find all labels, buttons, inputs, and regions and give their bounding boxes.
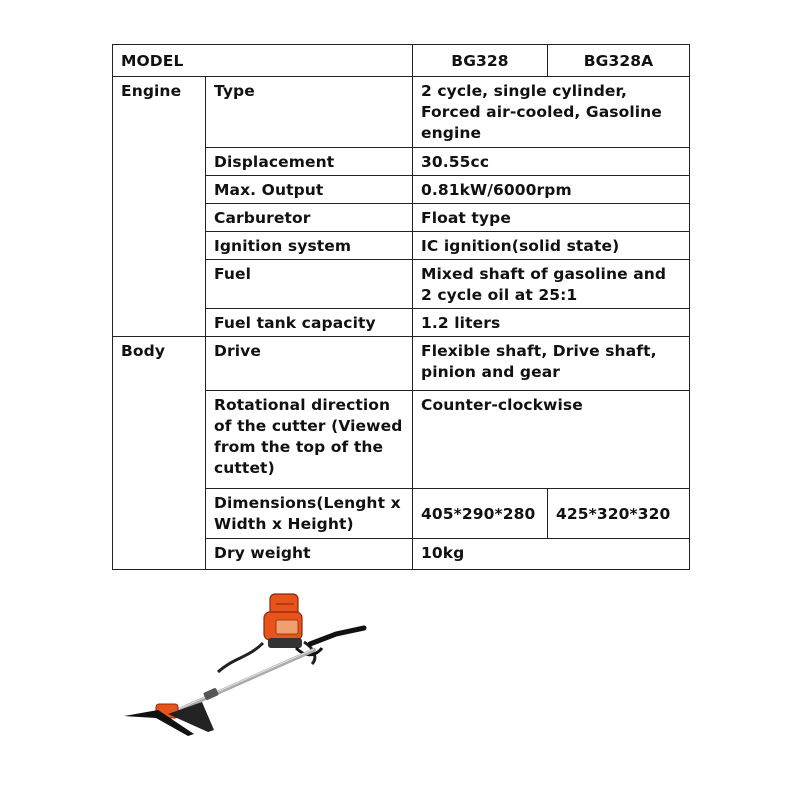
table-row	[113, 77, 690, 148]
spec-key: Carburetor	[206, 204, 413, 232]
backpack-brush-cutter-icon	[118, 588, 378, 748]
spec-key: Displacement	[206, 148, 413, 176]
section-body: Body	[113, 337, 206, 570]
spec-value: 2 cycle, single cylinder, Forced air-cooled, Gasoline engine	[413, 77, 690, 148]
spec-table	[112, 44, 690, 570]
spec-value: Counter-clockwise	[413, 391, 690, 489]
spec-value: Mixed shaft of gasoline and 2 cycle oil at 25:1	[413, 260, 690, 309]
spec-value: Flexible shaft, Drive shaft, pinion and gear	[413, 337, 690, 391]
spec-value: 10kg	[413, 539, 690, 570]
spec-value: 425*320*320	[548, 489, 690, 539]
spec-value: Float type	[413, 204, 690, 232]
model-header: MODEL	[113, 45, 413, 77]
spec-key: Dry weight	[206, 539, 413, 570]
spec-key: Max. Output	[206, 176, 413, 204]
spec-value: 0.81kW/6000rpm	[413, 176, 690, 204]
spec-key: Fuel tank capacity	[206, 309, 413, 337]
spec-key: Ignition system	[206, 232, 413, 260]
spec-value: 30.55cc	[413, 148, 690, 176]
spec-key: Dimensions(Lenght x Width x Height)	[206, 489, 413, 539]
spec-key: Rotational direction of the cutter (Viewed from the top of the cuttet)	[206, 391, 413, 489]
model-bg328: BG328	[413, 45, 548, 77]
spec-key: Type	[206, 77, 413, 148]
spec-value: 405*290*280	[413, 489, 548, 539]
spec-value: IC ignition(solid state)	[413, 232, 690, 260]
header-row	[113, 45, 690, 77]
section-engine: Engine	[113, 77, 206, 337]
spec-key: Drive	[206, 337, 413, 391]
table-row	[113, 337, 690, 391]
spec-key: Fuel	[206, 260, 413, 309]
spec-value: 1.2 liters	[413, 309, 690, 337]
model-bg328a: BG328A	[548, 45, 690, 77]
